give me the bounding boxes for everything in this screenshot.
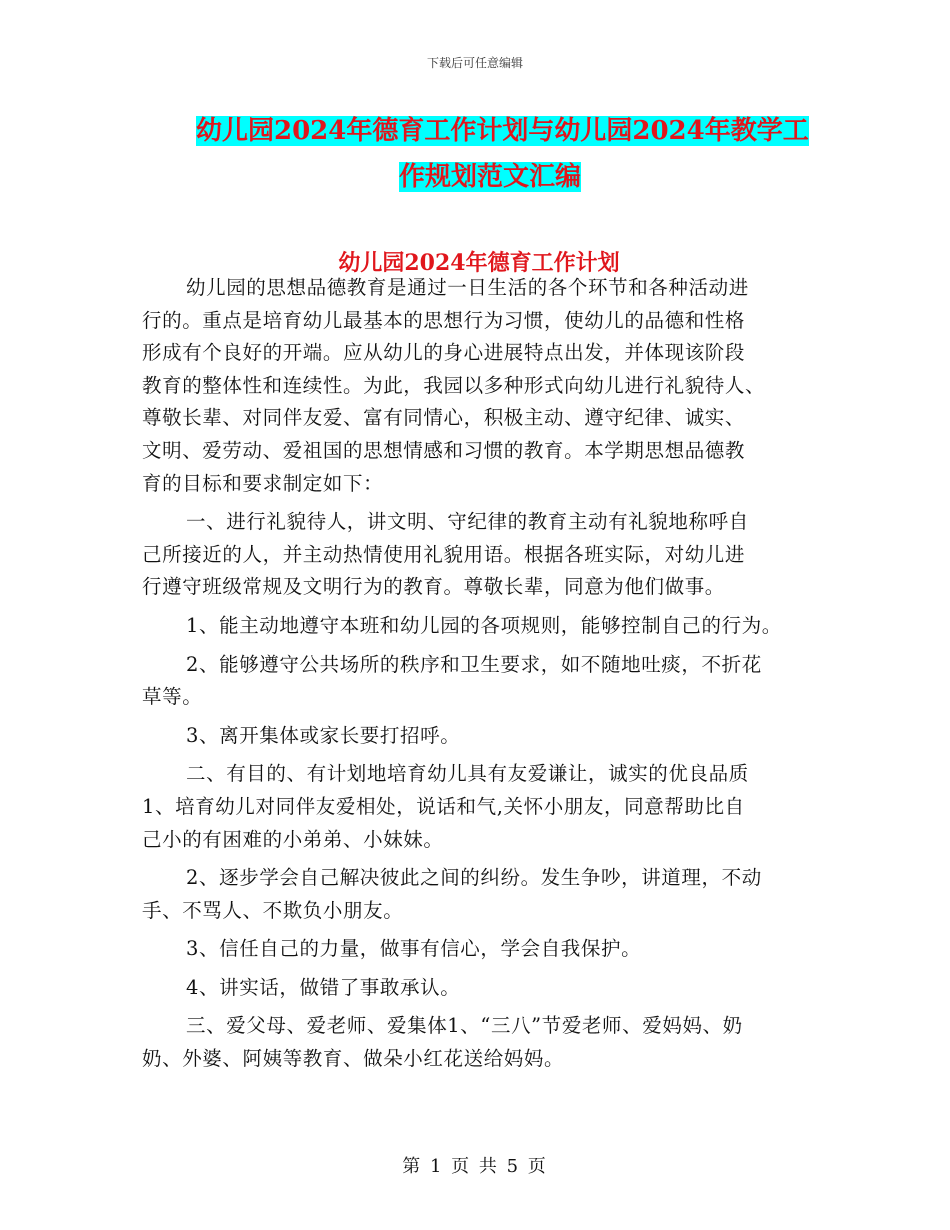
paragraph [142,506,810,604]
document-title-line-2-text: 作规划范文汇编 [398,162,581,192]
paragraph-line: 2、逐步学会自己解决彼此之间的纠纷。发生争吵，讲道理，不动 [186,866,762,890]
paragraph-line: 二、有目的、有计划地培育幼儿具有友爱谦让，诚实的优良品质 [186,762,749,786]
document-title-line-2 [140,154,860,200]
paragraph-line: 行遵守班级常规及文明行为的教育。尊敬长辈，同意为他们做事。 [142,575,725,599]
paragraph-line: 形成有个良好的开端。应从幼儿的身心进展特点出发，并体现该阶段 [142,341,746,365]
paragraph [142,933,810,966]
document-title-line-1 [140,108,860,154]
paragraph-line: 己小的有困难的小弟弟、小妹妹。 [142,827,444,851]
paragraph [142,1010,810,1075]
document-title-line-1-text: 幼儿园2024年德育工作计划与幼儿园2024年教学工 [196,116,809,146]
page-footer: 第 1 页 共 5 页 [402,1156,548,1177]
paragraph-line: 一、进行礼貌待人，讲文明、守纪律的教育主动有礼貌地称呼自 [186,510,749,534]
paragraph [142,720,810,753]
paragraph-line: 己所接近的人，并主动热情使用礼貌用语。根据各班实际，对幼儿进 [142,542,746,566]
paragraph [142,649,810,714]
paragraph-line: 行的。重点是培育幼儿最基本的思想行为习惯，使幼儿的品德和性格 [142,308,746,332]
document-body [142,272,810,1076]
paragraph-line: 3、信任自己的力量，做事有信心，学会自我保护。 [186,937,642,961]
paragraph-line: 1、培育幼儿对同伴友爱相处，说话和气,关怀小朋友，同意帮助比自 [142,794,745,818]
paragraph [142,972,810,1005]
paragraph-line: 手、不骂人、不欺负小朋友。 [142,898,404,922]
paragraph-line: 幼儿园的思想品德教育是通过一日生活的各个环节和各种活动进 [186,276,749,299]
paragraph-line: 文明、爱劳动、爱祖国的思想情感和习惯的教育。本学期思想品德教 [142,438,746,462]
section-title: 幼儿园2024年德育工作计划 [338,250,620,276]
paragraph [142,610,810,643]
paragraph-line: 3、离开集体或家长要打招呼。 [186,723,461,747]
paragraph [142,758,810,856]
paragraph-line: 三、爱父母、爱老师、爱集体1、“三八”节爱老师、爱妈妈、奶 [186,1014,743,1038]
header-note: 下载后可任意编辑 [426,56,523,70]
paragraph-line: 尊敬长辈、对同伴友爱、富有同情心，积极主动、遵守纪律、诚实、 [142,406,746,430]
paragraph-line: 教育的整体性和连续性。为此，我园以多种形式向幼儿进行礼貌待人、 [142,373,766,397]
paragraph-line: 草等。 [142,685,203,709]
paragraph-line: 育的目标和要求制定如下： [142,471,384,495]
paragraph-line: 奶、外婆、阿姨等教育、做朵小红花送给妈妈。 [142,1047,565,1071]
paragraph [142,862,810,927]
document-title [140,108,860,200]
paragraph-line: 1、能主动地遵守本班和幼儿园的各项规则，能够控制自己的行为。 [186,613,782,637]
paragraph-line: 4、讲实话，做错了事敢承认。 [186,975,461,999]
paragraph-line: 2、能够遵守公共场所的秩序和卫生要求，如不随地吐痰，不折花 [186,652,762,676]
paragraph [142,272,810,500]
